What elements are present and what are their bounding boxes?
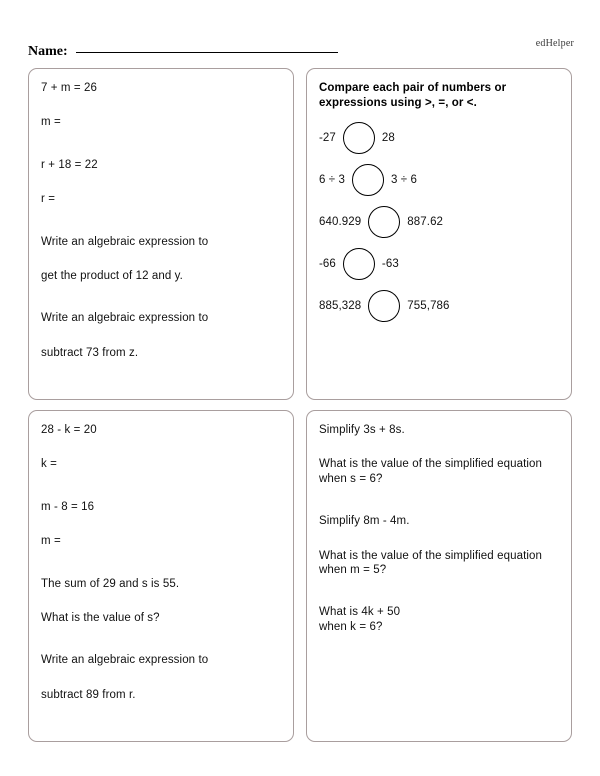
answer-space[interactable] bbox=[41, 437, 281, 457]
problem-line: r + 18 = 22 bbox=[41, 158, 98, 171]
answer-space[interactable] bbox=[319, 634, 559, 647]
compare-left-operand: -66 bbox=[319, 257, 336, 270]
box-simplify bbox=[306, 410, 572, 742]
answer-space[interactable] bbox=[319, 437, 559, 457]
answer-space[interactable] bbox=[41, 472, 281, 500]
compare-answer-circle[interactable] bbox=[368, 206, 400, 238]
compare-left-operand: -27 bbox=[319, 131, 336, 144]
compare-right-operand: 3 ÷ 6 bbox=[391, 173, 417, 186]
problem-line: m - 8 = 16 bbox=[41, 500, 95, 513]
answer-space[interactable] bbox=[41, 95, 281, 115]
problem-line: The sum of 29 and s is 55. bbox=[41, 577, 180, 590]
compare-right-operand: 755,786 bbox=[407, 299, 450, 312]
compare-left-operand: 885,328 bbox=[319, 299, 362, 312]
compare-right-operand: 887.62 bbox=[407, 215, 444, 228]
edhelper-logo: edHelper bbox=[535, 38, 574, 49]
compare-right-operand: 28 bbox=[381, 131, 395, 144]
name-input-line[interactable] bbox=[76, 51, 338, 53]
name-label: Name: bbox=[28, 44, 68, 59]
answer-space[interactable] bbox=[41, 591, 281, 611]
name-field-row bbox=[28, 44, 338, 60]
problem-line: What is the value of the simplified equation bbox=[319, 549, 543, 562]
problem-line: Simplify 3s + 8s. bbox=[319, 424, 405, 436]
problem-line: r = bbox=[41, 193, 56, 206]
problem-line: 7 + m = 26 bbox=[41, 82, 97, 94]
answer-space[interactable] bbox=[41, 172, 281, 192]
problem-line: Write an algebraic expression to bbox=[41, 312, 209, 325]
box-equations-2 bbox=[28, 410, 294, 742]
box-equations-1 bbox=[28, 68, 294, 400]
problem-line: 28 - k = 20 bbox=[41, 424, 97, 436]
compare-left-operand: 6 ÷ 3 bbox=[319, 173, 345, 186]
problem-line: What is the value of s? bbox=[41, 611, 160, 624]
answer-space[interactable] bbox=[319, 486, 559, 514]
compare-row bbox=[319, 285, 559, 327]
problem-line: get the product of 12 and y. bbox=[41, 269, 183, 282]
problem-grid bbox=[28, 68, 572, 742]
compare-row bbox=[319, 117, 559, 159]
problem-line: m = bbox=[41, 116, 61, 129]
compare-answer-circle[interactable] bbox=[352, 164, 384, 196]
problem-line: Write an algebraic expression to bbox=[41, 235, 209, 248]
problem-line: What is 4k + 50 bbox=[319, 606, 401, 619]
compare-instruction: Compare each pair of numbers or expressions using >, =, or <. bbox=[319, 82, 507, 109]
problem-line: subtract 73 from z. bbox=[41, 346, 139, 359]
answer-space[interactable] bbox=[41, 360, 281, 373]
compare-row bbox=[319, 159, 559, 201]
compare-row bbox=[319, 243, 559, 285]
problem-line: What is the value of the simplified equation bbox=[319, 458, 543, 471]
problem-line: Write an algebraic expression to bbox=[41, 654, 209, 667]
answer-space[interactable] bbox=[41, 283, 281, 311]
problem-line: m = bbox=[41, 535, 61, 548]
answer-space[interactable] bbox=[41, 668, 281, 688]
problem-line: when m = 5? bbox=[319, 563, 387, 576]
answer-space[interactable] bbox=[41, 625, 281, 653]
box-compare bbox=[306, 68, 572, 400]
answer-space[interactable] bbox=[319, 577, 559, 605]
compare-answer-circle[interactable] bbox=[343, 248, 375, 280]
problem-line: Simplify 8m - 4m. bbox=[319, 515, 410, 528]
answer-space[interactable] bbox=[41, 514, 281, 534]
answer-space[interactable] bbox=[41, 702, 281, 715]
compare-answer-circle[interactable] bbox=[368, 290, 400, 322]
answer-space[interactable] bbox=[41, 207, 281, 235]
answer-space[interactable] bbox=[41, 326, 281, 346]
problem-line: subtract 89 from r. bbox=[41, 688, 136, 701]
answer-space[interactable] bbox=[41, 549, 281, 577]
problem-line: when k = 6? bbox=[319, 620, 383, 633]
answer-space[interactable] bbox=[319, 529, 559, 549]
answer-space[interactable] bbox=[41, 249, 281, 269]
compare-left-operand: 640.929 bbox=[319, 215, 362, 228]
compare-right-operand: -63 bbox=[381, 257, 399, 270]
problem-line: when s = 6? bbox=[319, 472, 383, 485]
problem-line: k = bbox=[41, 458, 57, 471]
compare-answer-circle[interactable] bbox=[343, 122, 375, 154]
compare-row bbox=[319, 201, 559, 243]
answer-space[interactable] bbox=[41, 130, 281, 158]
